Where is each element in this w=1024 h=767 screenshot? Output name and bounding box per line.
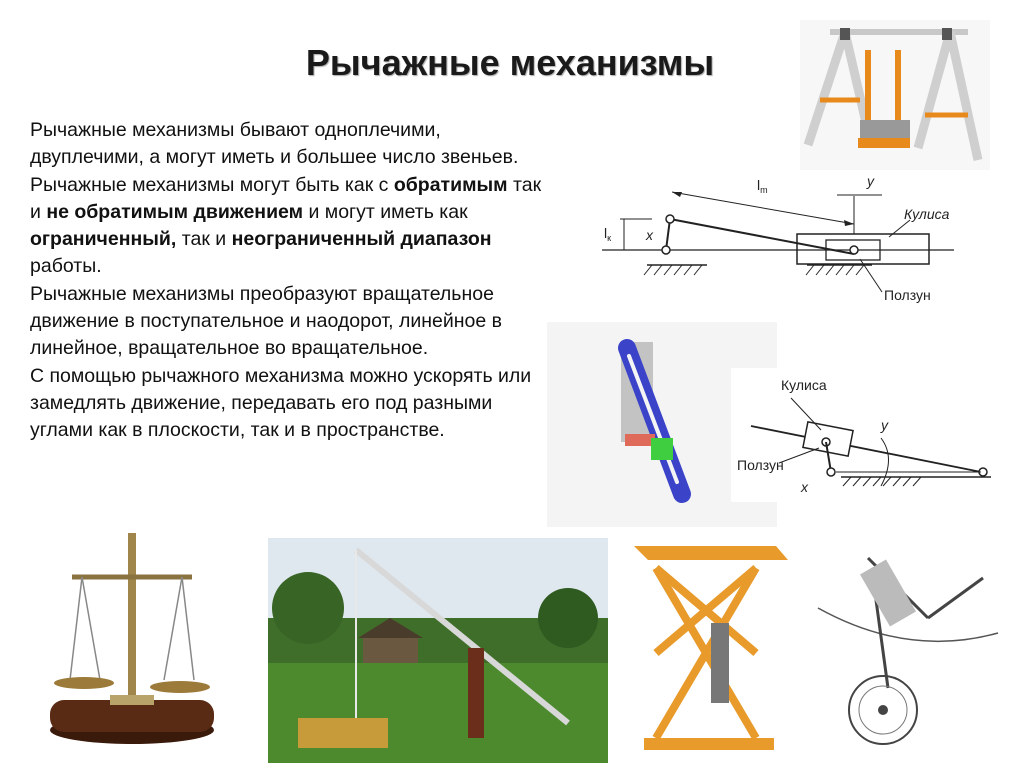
- landing-gear-diagram: [808, 538, 1008, 760]
- body-paragraph: [30, 363, 550, 445]
- text-run: так и: [176, 228, 232, 251]
- bold-run: обратимым: [393, 173, 508, 196]
- lk-label: $l_к$: [604, 225, 612, 243]
- kulisa-diagram-1: [592, 172, 964, 306]
- text-run: С помощью рычажного механизма можно ускорять или замедлять движение, передавать его под разными углами как в плоскости, так и в пространстве.: [30, 364, 532, 442]
- body-text: [30, 117, 550, 445]
- kulisa-label: Кулиса: [904, 206, 950, 222]
- text-run: Рычажные механизмы преобразуют вращательное движение в поступательное и наодорот, линейное в линейное, вращательное во вращательное.: [30, 282, 503, 360]
- body-paragraph: [30, 281, 550, 363]
- kulisa-label-2: Кулиса: [781, 377, 827, 393]
- balance-scale-image: [42, 525, 222, 750]
- lm-label: $l_m$: [757, 177, 768, 195]
- text-run: Рычажные механизмы могут быть как с: [30, 173, 394, 196]
- text-run: Рычажные механизмы бывают одноплечими, двуплечими, а могут иметь и большее число звеньев.: [30, 119, 519, 169]
- y-label: y: [867, 173, 874, 189]
- polzun-label: Ползун: [884, 287, 931, 303]
- scissor-lift-image: [626, 528, 794, 758]
- x-label-2: x: [801, 479, 808, 495]
- well-sweep-photo: [268, 538, 608, 763]
- polzun-label-2: Ползун: [737, 457, 784, 473]
- bold-run: не обратимым движением: [46, 200, 304, 223]
- x-label: x: [646, 227, 653, 243]
- body-paragraph: [30, 172, 550, 281]
- swing-model-image: [800, 20, 990, 170]
- body-paragraph: [30, 117, 550, 172]
- y-label-2: y: [881, 417, 888, 433]
- kulisa-diagram-2: [731, 368, 995, 502]
- bold-run: ограниченный,: [30, 228, 177, 251]
- slide-title: Рычажные механизмы: [305, 42, 715, 83]
- text-run: и могут иметь как: [303, 200, 468, 223]
- bold-run: неограниченный диапазон: [231, 228, 492, 251]
- text-run: работы.: [30, 255, 102, 278]
- text-run: так и: [30, 173, 542, 223]
